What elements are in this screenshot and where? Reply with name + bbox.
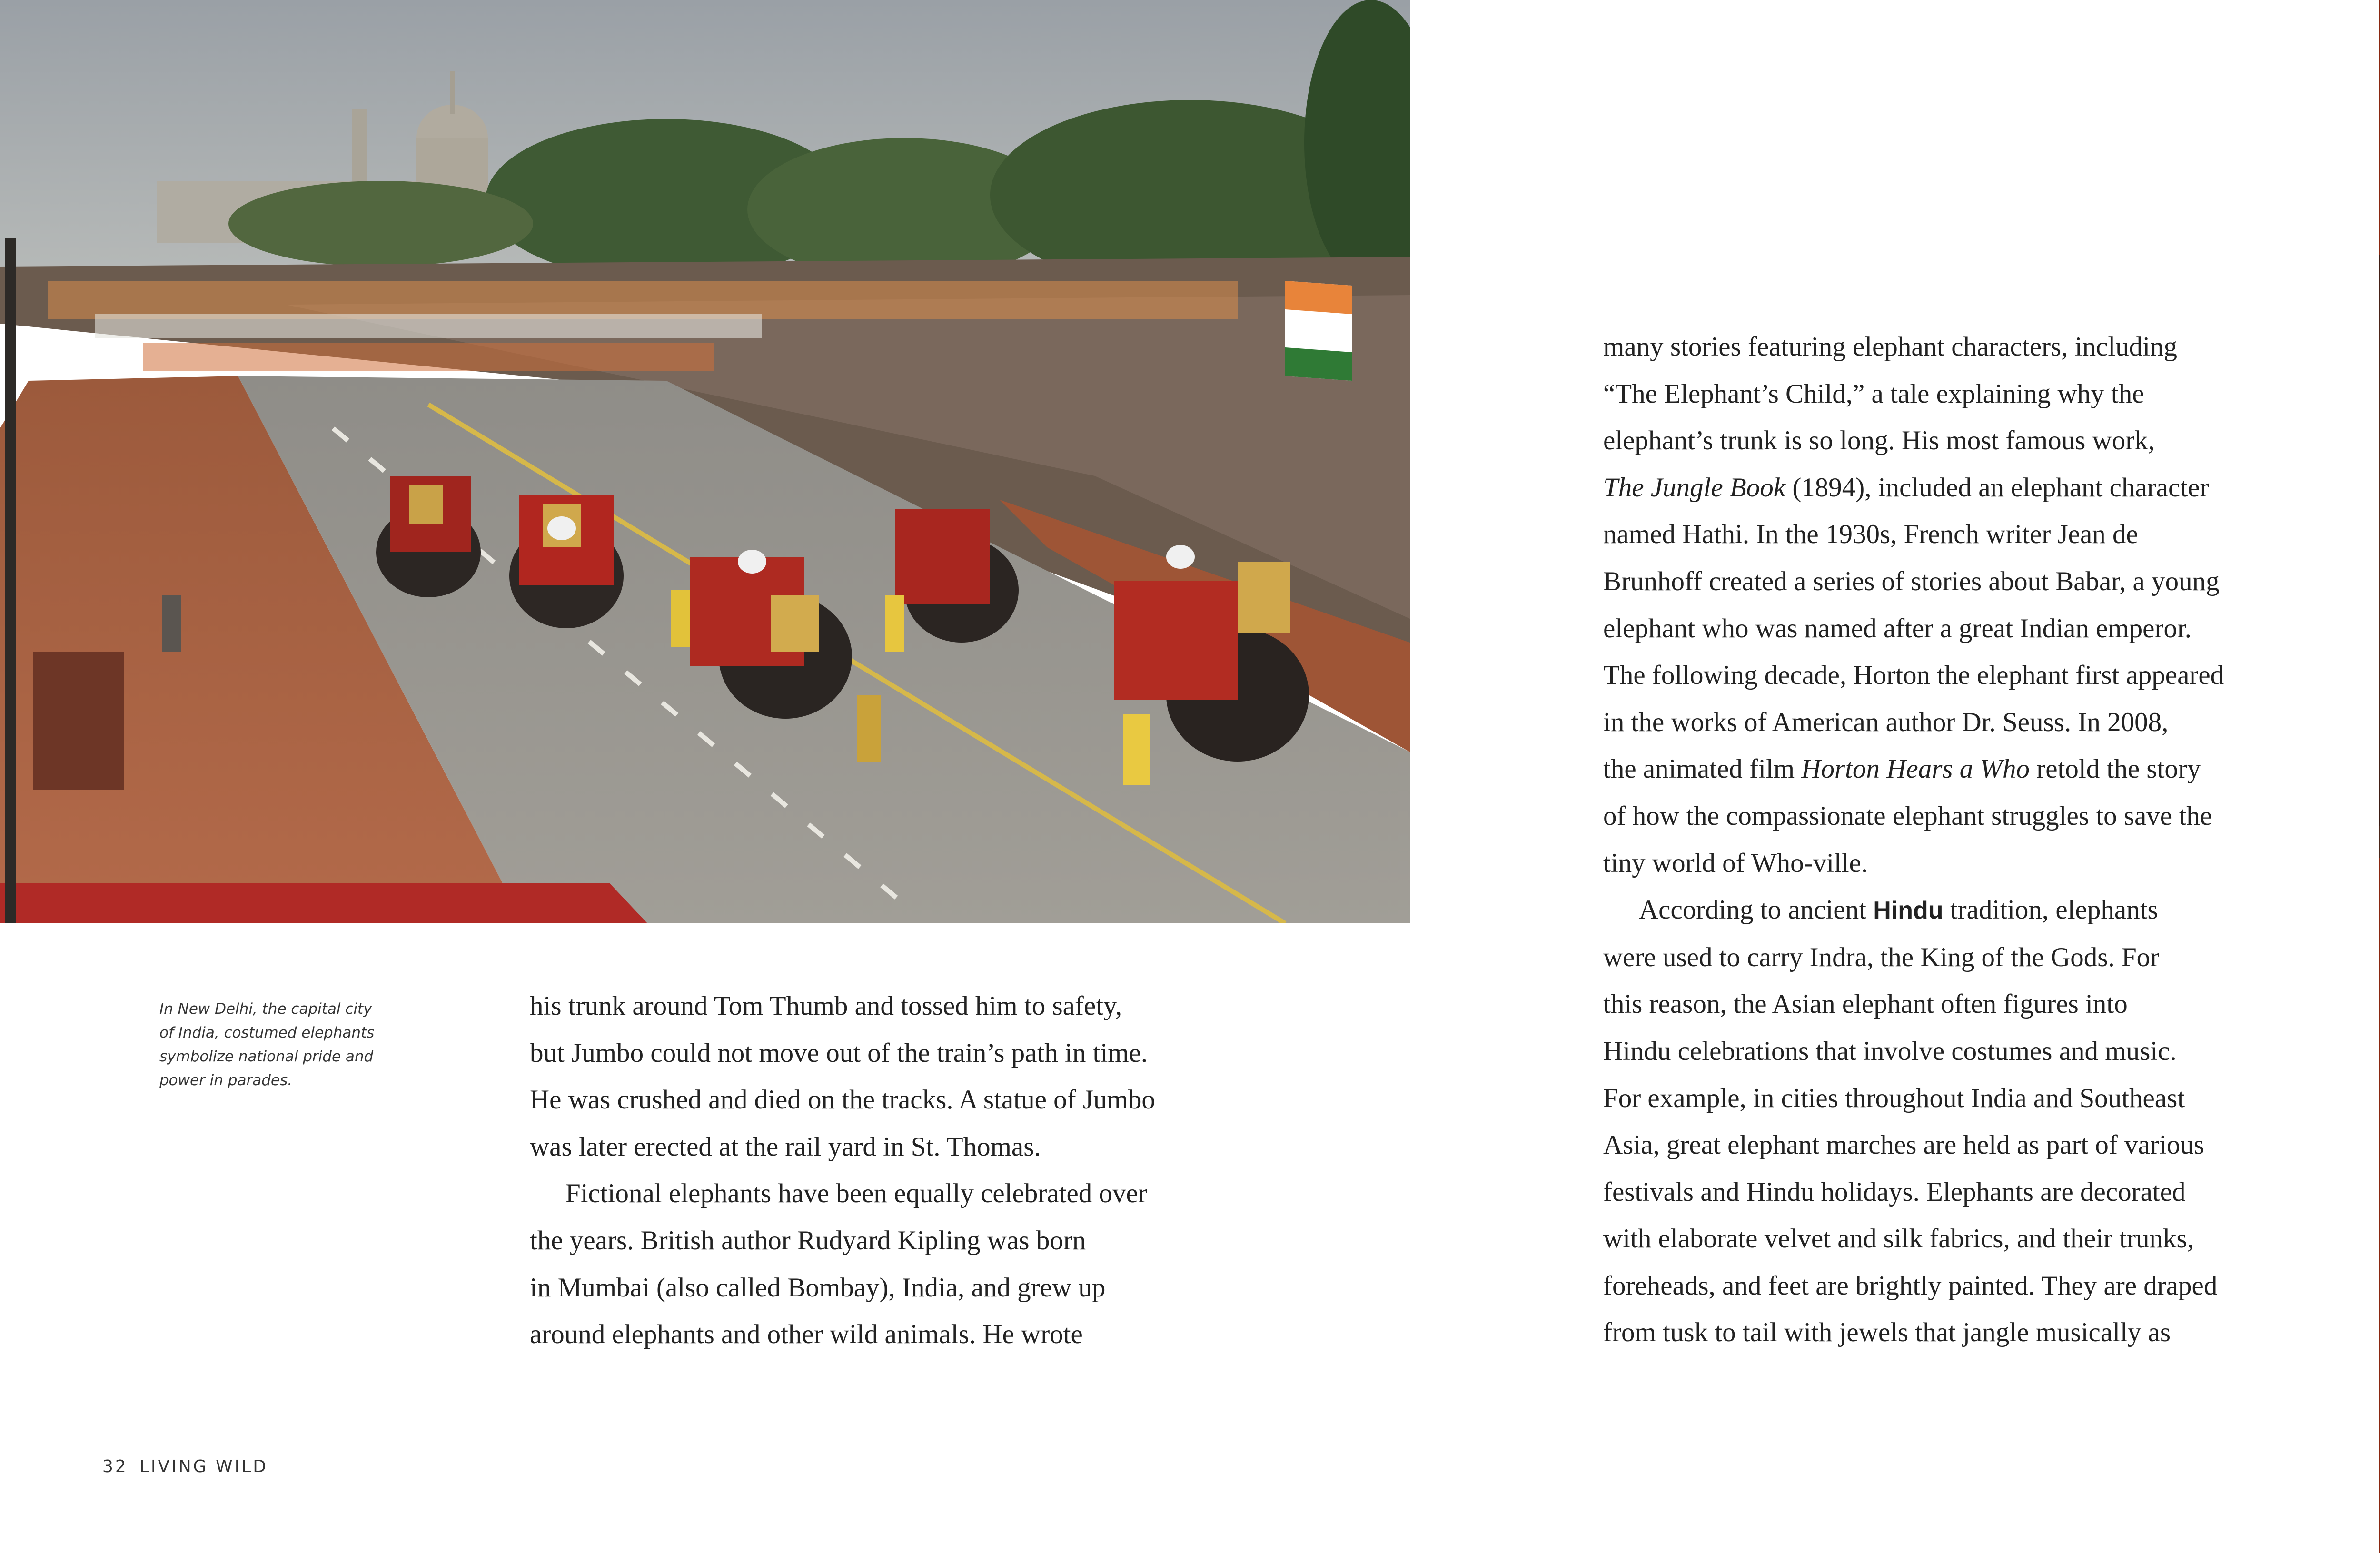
body-line: the animated film Horton Hears a Who retold the story <box>1603 754 2201 784</box>
body-line: of how the compassionate elephant struggles to save the <box>1603 801 2212 831</box>
body-line: The Jungle Book (1894), included an elephant character <box>1603 472 2209 503</box>
glossary-term-hindu: Hindu <box>1873 897 1944 925</box>
body-line: many stories featuring elephant characters, including <box>1603 332 2178 362</box>
body-line: but Jumbo could not move out of the train’s path in time. <box>530 1038 1148 1068</box>
caption-line: symbolize national pride and <box>159 1048 374 1065</box>
body-line: Fictional elephants have been equally celebrated over <box>565 1178 1147 1209</box>
book-title: The Jungle Book <box>1603 472 1786 503</box>
page-number-left: 32 <box>102 1457 128 1476</box>
body-line: elephant who was named after a great Indian emperor. <box>1603 613 2192 643</box>
body-line: The following decade, Horton the elephant first appeared <box>1603 660 2224 691</box>
body-line: in Mumbai (also called Bombay), India, and grew up <box>530 1272 1106 1303</box>
body-line: with elaborate velvet and silk fabrics, and their trunks, <box>1603 1224 2194 1254</box>
caption-line: In New Delhi, the capital city <box>159 1000 372 1018</box>
caption-line: power in parades. <box>159 1072 292 1089</box>
photo-caption-left <box>159 997 407 1092</box>
body-line: the years. British author Rudyard Kipling was born <box>530 1225 1086 1256</box>
body-line: this reason, the Asian elephant often figures into <box>1603 989 2128 1019</box>
body-line: According to ancient Hindu tradition, elephants <box>1639 895 2158 925</box>
body-line: Hindu celebrations that involve costumes and music. <box>1603 1036 2177 1066</box>
body-line: “The Elephant’s Child,” a tale explaining why the <box>1603 378 2144 409</box>
body-line: He was crushed and died on the tracks. A statue of Jumbo <box>530 1085 1155 1115</box>
body-line: elephant’s trunk is so long. His most famous work, <box>1603 425 2155 456</box>
running-head-left: LIVING WILD <box>139 1457 268 1476</box>
body-line: around elephants and other wild animals. He wrote <box>530 1319 1083 1350</box>
body-text-left <box>530 983 1155 1358</box>
body-line: named Hathi. In the 1930s, French writer Jean de <box>1603 519 2138 550</box>
body-line: from tusk to tail with jewels that jangle musically as <box>1603 1317 2171 1348</box>
body-line: in the works of American author Dr. Seuss. In 2008, <box>1603 707 2169 737</box>
body-line: Asia, great elephant marches are held as part of various <box>1603 1130 2204 1160</box>
parade-photo <box>0 0 1410 923</box>
body-line: his trunk around Tom Thumb and tossed him to safety, <box>530 991 1122 1021</box>
caption-line: of India, costumed elephants <box>159 1024 375 1041</box>
film-title: Horton Hears a Who <box>1801 754 2030 784</box>
folio-left <box>102 1457 268 1476</box>
body-text-right <box>1603 324 2224 1356</box>
body-line: For example, in cities throughout India and Southeast <box>1603 1083 2185 1113</box>
body-line: was later erected at the rail yard in St. Thomas. <box>530 1131 1041 1162</box>
body-line: Brunhoff created a series of stories about Babar, a young <box>1603 566 2220 596</box>
body-line: tiny world of Who-ville. <box>1603 848 1868 878</box>
body-line: were used to carry Indra, the King of the Gods. For <box>1603 942 2160 972</box>
body-line: festivals and Hindu holidays. Elephants are decorated <box>1603 1177 2186 1207</box>
body-line: foreheads, and feet are brightly painted. They are draped <box>1603 1270 2218 1301</box>
